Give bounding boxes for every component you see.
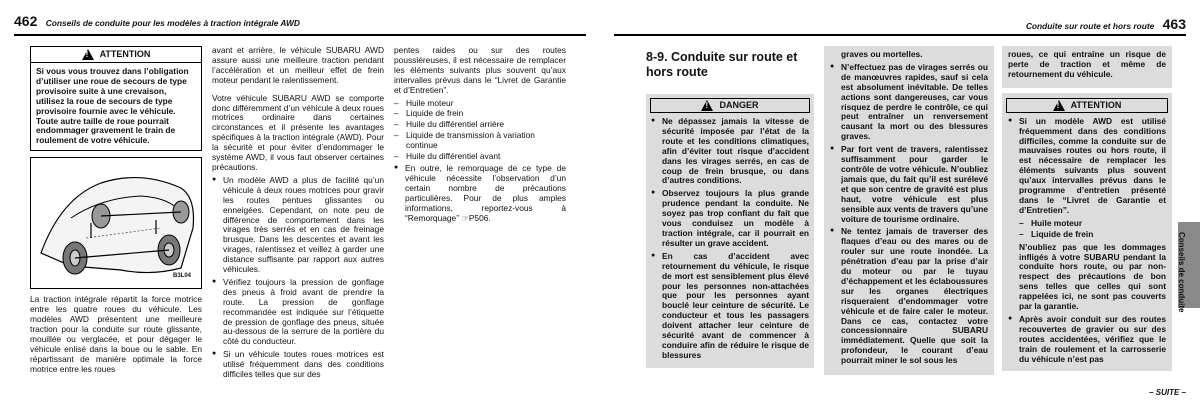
left-attention-label: ATTENTION (99, 49, 151, 60)
right-header-title: Conduite sur route et hors route (1025, 21, 1155, 31)
right-header-rule (614, 34, 1186, 36)
right-page-number: 463 (1162, 16, 1186, 32)
side-tab-label (1172, 232, 1200, 382)
awd-car-illustration (31, 158, 201, 288)
list-item: ● En outre, le remorquage de ce type de véhicule nécessite l’observation d’un certain nombre de précautions particulières. Pour de plus amples informations, reportez-vous à “Remorquage” ☞P506. (394, 164, 566, 223)
right-page (600, 0, 1200, 402)
left-page-number: 462 (14, 13, 38, 29)
list-item: – Liquide de transmission à variation continue (394, 131, 566, 151)
left-header-title: Conseils de conduite pour les modèles à traction intégrale AWD (45, 18, 300, 28)
list-item: ● En cas d’accident avec retournement du véhicule, le risque de mort est sensiblement plus élevé pour les personnes non-attachées que pour les personnes ayant bouclé leur ceinture de sécurité. Le conducteur et tous les passagers doivent attacher leur ceinture de sécurité avant de commencer à conduire afin de réduire le risque de blessures (651, 252, 809, 361)
left-col-2 (212, 46, 384, 383)
right-attention-header (1006, 98, 1168, 113)
section-title: 8-9. Conduite sur route et hors route (646, 50, 798, 79)
danger-box (646, 94, 814, 368)
left-col-3 (394, 46, 566, 226)
right-col-2 (824, 46, 994, 375)
danger-end-continuation: roues, ce qui entraîne un risque de perte de traction et même de retournement du véhicule. (1008, 49, 1166, 79)
list-item: ● Vérifiez toujours la pression de gonflage des pneus à froid avant de prendre la route. La pression de gonflage recommandée est indiquée sur l’étiquette de pression de gonflage des pneus, située au-dessous de la serrure de la portière du côté du conducteur. (212, 278, 384, 347)
right-attention-label: ATTENTION (1070, 99, 1122, 110)
left-col2-para-2: Votre véhicule SUBARU AWD se comporte donc différemment d’un véhicule à deux roues motrices ordinaire dans certaines circonstances et il présente les avantages spécifiques à la traction intégrale (AWD). Pour la sécurité et pour éviter d’endommager le système AWD, il vous faut observer certaines précautions. (212, 92, 384, 172)
warning-triangle-icon (1053, 100, 1065, 111)
list-item: – Huile du différentiel avant (394, 152, 566, 162)
list-item: ● Ne tentez jamais de traverser des flaques d’eau ou des mares ou de rouler sur une route inondée. La pénétration d’eau par la prise d’air du moteur ou par le tuyau d’échappement et les éclaboussures sur les organes électriques risqueraient d’endommager votre véhicule et de faire caler le moteur. Dans ce cas, contactez votre concessionnaire SUBARU immédiatement. Quelle que soit la profondeur, le courant d’eau pourrait miner le sol sous les (830, 227, 988, 366)
continued-marker: – SUITE – (1149, 388, 1186, 397)
left-attention-box (30, 46, 202, 151)
left-col-1 (30, 46, 202, 378)
list-item: ● Un modèle AWD a plus de facilité qu’un véhicule à deux roues motrices pour gravir les routes pentues glissantes ou enneigées. Cependant, on note peu de différence de comportement dans les virages très serrés et en cas de freinage brusque. Dans les descentes et avant les virages, ralentissez et veillez à garder une distance suffisante par rapport aux autres véhicules. (212, 176, 384, 275)
left-col2-para-1: avant et arrière, le véhicule SUBARU AWD assure aussi une meilleure traction pendant l’accélération et un meilleur effet de frein moteur pendant le ralentissement. (212, 45, 384, 85)
list-item: ● Si un modèle AWD est utilisé fréquemment dans des conditions difficiles, comme la conduite sur de mauvaises routes ou hors route, il est nécessaire de remplacer les éléments suivants plus souvent qu’aux intervalles prévus dans le programme d’entretien présenté dans le “Livret de Garantie et d’Entretien”. (1008, 117, 1166, 216)
right-header (1026, 16, 1186, 33)
danger-header (650, 98, 810, 113)
right-col-3 (1002, 46, 1172, 371)
list-item: – Liquide de frein (394, 109, 566, 119)
list-item: ● Si un véhicule toutes roues motrices est utilisé fréquemment dans des conditions difficiles telles que sur des (212, 350, 384, 380)
left-attention-text: Si vous vous trouvez dans l’obligation d’utiliser une roue de secours de type provisoire suite à une crevaison, utilisez la roue de secours de type provisoire fournie avec le véhicule. Toute autre taille de roue pourrait endommager gravement le train de roulement de votre véhicule. (36, 66, 189, 146)
list-item: – Liquide de frein (1019, 230, 1166, 240)
side-tab-text: Conseils de conduite (1177, 232, 1186, 313)
danger-continuation: graves ou mortelles. (841, 49, 923, 59)
warning-triangle-icon (701, 100, 713, 111)
left-header-rule (14, 34, 586, 36)
list-item: – Huile du différentiel arrière (394, 120, 566, 130)
list-item: – Huile moteur (1019, 219, 1166, 229)
figure-code: B3L04 (172, 273, 191, 280)
right-attention-box (1002, 93, 1172, 372)
list-item: ● Ne dépassez jamais la vitesse de sécurité imposée par l’état de la route et les conditions climatiques, afin d’éviter tout risque d’accident dans les virages serrés, en cas de coup de frein brusque, ou dans d’autres conditions. (651, 117, 809, 186)
traction-paragraph: La traction intégrale répartit la force motrice entre les quatre roues du véhicule. Les modèles AWD présentent une meilleure traction pour la conduite sur route glissante, mouillée ou verglacée, et pour dégager le véhicule enlisé dans la boue ou le sable. En répartissant de manière optimale la force motrice entre les roues (30, 294, 202, 374)
left-attention-header (31, 47, 201, 63)
list-item: ● N’effectuez pas de virages serrés ou de manœuvres rapides, sauf si cela est absolument inévitable. De telles actions sont dangereuses, car vous risquez de perdre le contrôle, ce qui peut entraîner un renversement causant la mort ou des blessures graves. (830, 63, 988, 142)
list-item: – Huile moteur (394, 99, 566, 109)
list-item: ● Par fort vent de travers, ralentissez suffisamment pour garder le contrôle de votre véhicule. N’oubliez jamais que, du fait qu’il est surélevé et que son centre de gravité est plus haut, votre véhicule est plus sensible aux vents de travers qu’une voiture de tourisme ordinaire. (830, 145, 988, 224)
warranty-paragraph: N’oubliez pas que les dommages infligés à votre SUBARU pendant la conduite hors route, ou par non-respect des précautions de bon sens telles que celles qui sont rappelées ici, ne sont pas couverts par la garantie. (1019, 241, 1166, 312)
right-col-1 (646, 50, 814, 368)
danger-label: DANGER (719, 100, 759, 111)
left-header (14, 13, 300, 30)
warning-triangle-icon (82, 49, 94, 60)
awd-wheels-figure (30, 157, 202, 289)
list-item: ● Observez toujours la plus grande prudence pendant la conduite. Ne soyez pas trop confiant du fait que vous conduisez un modèle à traction intégrale, car il pourrait en résulter un grave accident. (651, 189, 809, 248)
left-col3-para: pentes raides ou sur des routes poussiéreuses, il est nécessaire de remplacer les éléments suivants plus souvent qu’aux intervalles prévus dans le “Livret de Garantie et d’Entretien”. (394, 45, 566, 95)
list-item: ● Après avoir conduit sur des routes recouvertes de gravier ou sur des routes accidentées, vérifiez que le train de roulement et la carrosserie du véhicule n’est pas (1008, 315, 1166, 365)
